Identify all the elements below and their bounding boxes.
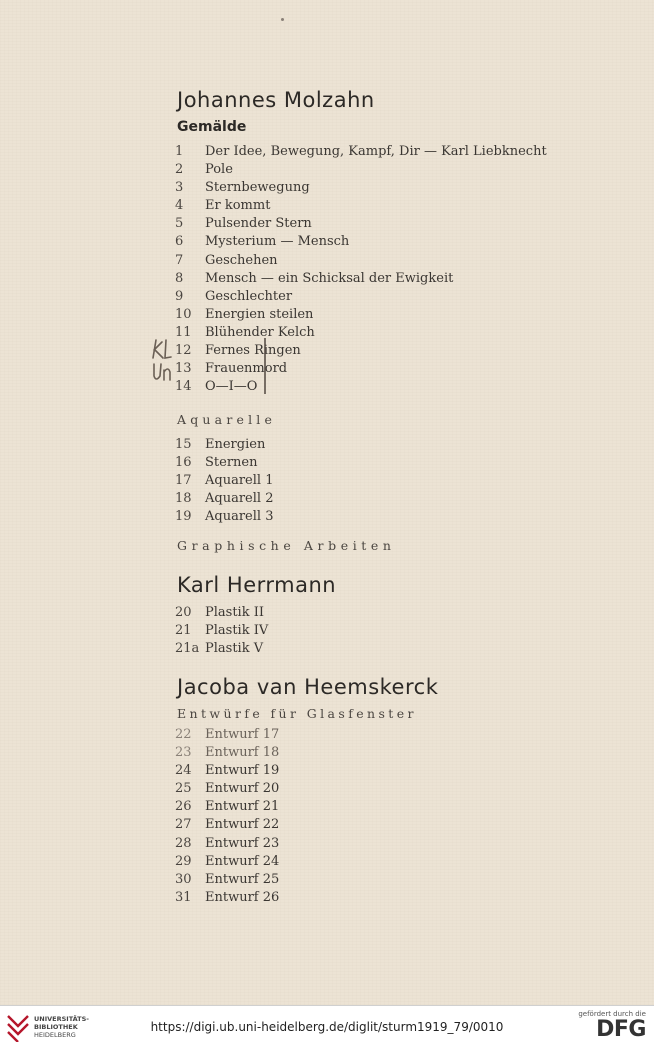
aquarelle-label: Aquarelle [177, 412, 277, 427]
list-item [175, 179, 547, 197]
item-title: Der Idee, Bewegung, Kampf, Dir — Karl Liebknecht [205, 144, 547, 159]
list-item [175, 622, 268, 640]
list-item [175, 436, 273, 454]
list-item [175, 744, 279, 762]
item-number: 15 [175, 437, 192, 452]
item-title: Plastik V [205, 641, 264, 657]
dfg-caption: gefördert durch die [578, 1010, 646, 1018]
pencil-strike-mark [262, 337, 268, 395]
item-number: 20 [175, 605, 192, 620]
item-number: 26 [175, 799, 192, 815]
list-item [175, 780, 279, 798]
glasfenster-label: Entwürfe für Glasfenster [177, 706, 417, 721]
item-title: Entwurf 24 [205, 853, 280, 869]
item-title: Mysterium — Mensch [205, 234, 350, 250]
list-item [175, 360, 547, 378]
item-number: 6 [175, 234, 184, 250]
item-title: Geschehen [205, 252, 278, 268]
item-number: 27 [175, 817, 192, 833]
item-title: Entwurf 23 [205, 835, 280, 851]
list-item [175, 161, 547, 179]
item-title: Plastik IV [205, 623, 269, 639]
artist-heading-molzahn: Johannes Molzahn [177, 88, 375, 112]
list-item [175, 798, 279, 816]
list-item [175, 835, 279, 853]
item-number: 7 [175, 252, 184, 268]
list-item [175, 726, 279, 744]
list-item [175, 640, 268, 658]
list-item [175, 378, 547, 396]
item-title: Frauenmord [205, 361, 288, 377]
item-number: 22 [175, 727, 192, 742]
item-number: 21a [175, 641, 200, 657]
item-number: 2 [175, 162, 184, 178]
item-number: 24 [175, 763, 192, 779]
item-title: Blühender Kelch [205, 324, 315, 340]
item-number: 8 [175, 270, 184, 286]
item-number: 28 [175, 835, 192, 851]
item-title: Entwurf 19 [205, 763, 280, 779]
item-number: 10 [175, 306, 192, 322]
item-title: Sternbewegung [205, 180, 310, 196]
item-number: 23 [175, 745, 192, 761]
list-item [175, 816, 279, 834]
list-item [175, 252, 547, 270]
artist-heading-herrmann: Karl Herrmann [177, 573, 337, 597]
item-number: 13 [175, 361, 192, 377]
item-number: 21 [175, 623, 192, 639]
list-item [175, 490, 273, 508]
paintings-subheading: Gemälde [177, 119, 247, 135]
item-number: 5 [175, 216, 184, 232]
item-title: Fernes Ringen [205, 343, 301, 359]
list-item [175, 889, 279, 907]
heemskerck-list [175, 726, 279, 907]
list-item [175, 454, 273, 472]
list-item [175, 270, 547, 288]
item-title: Plastik II [205, 605, 264, 620]
item-title: Entwurf 25 [205, 871, 280, 887]
list-item [175, 604, 268, 622]
item-number: 30 [175, 871, 192, 887]
list-item [175, 342, 547, 360]
item-title: O—I—O [205, 379, 258, 395]
item-number: 19 [175, 509, 192, 525]
logo-line-3: HEIDELBERG [34, 1031, 76, 1039]
item-number: 14 [175, 379, 192, 395]
item-title: Pulsender Stern [205, 216, 312, 232]
item-number: 3 [175, 180, 184, 196]
list-item [175, 871, 279, 889]
list-item [175, 762, 279, 780]
item-title: Mensch — ein Schicksal der Ewigkeit [205, 270, 454, 286]
dfg-badge[interactable] [578, 1010, 646, 1042]
artist-heading-heemskerck: Jacoba van Heemskerck [177, 675, 439, 699]
list-item [175, 853, 279, 871]
speck [281, 18, 284, 21]
item-number: 17 [175, 473, 192, 489]
item-title: Aquarell 2 [205, 491, 274, 507]
item-title: Entwurf 20 [205, 781, 280, 797]
item-title: Aquarell 1 [205, 473, 274, 489]
item-title: Pole [205, 162, 233, 178]
list-item [175, 288, 547, 306]
item-title: Entwurf 22 [205, 817, 280, 833]
item-title: Er kommt [205, 198, 271, 214]
item-title: Sternen [205, 455, 258, 471]
herrmann-list [175, 604, 268, 658]
logo-line-2: BIBLIOTHEK [34, 1023, 78, 1031]
item-number: 16 [175, 455, 192, 471]
list-item [175, 197, 547, 215]
item-number: 1 [175, 144, 184, 159]
item-title: Entwurf 17 [205, 727, 280, 742]
item-title: Aquarell 3 [205, 509, 274, 525]
item-title: Entwurf 21 [205, 799, 280, 815]
logo-line-1: UNIVERSITÄTS- [34, 1015, 89, 1023]
list-item [175, 215, 547, 233]
list-item [175, 306, 547, 324]
item-number: 11 [175, 324, 192, 340]
item-number: 31 [175, 889, 192, 905]
footer-bar [0, 1005, 654, 1052]
item-number: 25 [175, 781, 192, 797]
paintings-list [175, 143, 547, 396]
graphics-label: Graphische Arbeiten [177, 538, 396, 553]
item-number: 12 [175, 343, 192, 359]
pencil-annotation-kl-un [150, 336, 190, 386]
list-item [175, 472, 273, 490]
item-number: 18 [175, 491, 192, 507]
item-number: 29 [175, 853, 192, 869]
item-number: 9 [175, 288, 184, 304]
aquarelle-list [175, 436, 273, 526]
list-item [175, 143, 547, 161]
dfg-logo: DFG [596, 1017, 646, 1042]
item-title: Energien steilen [205, 306, 314, 322]
item-number: 4 [175, 198, 184, 214]
list-item [175, 233, 547, 251]
list-item [175, 508, 273, 526]
item-title: Entwurf 18 [205, 745, 280, 761]
list-item [175, 324, 547, 342]
item-title: Geschlechter [205, 288, 293, 304]
permalink-url[interactable]: https://digi.ub.uni-heidelberg.de/diglit/sturm1919_79/0010 [150, 1020, 504, 1034]
item-title: Energien [205, 437, 266, 452]
item-title: Entwurf 26 [205, 889, 280, 905]
